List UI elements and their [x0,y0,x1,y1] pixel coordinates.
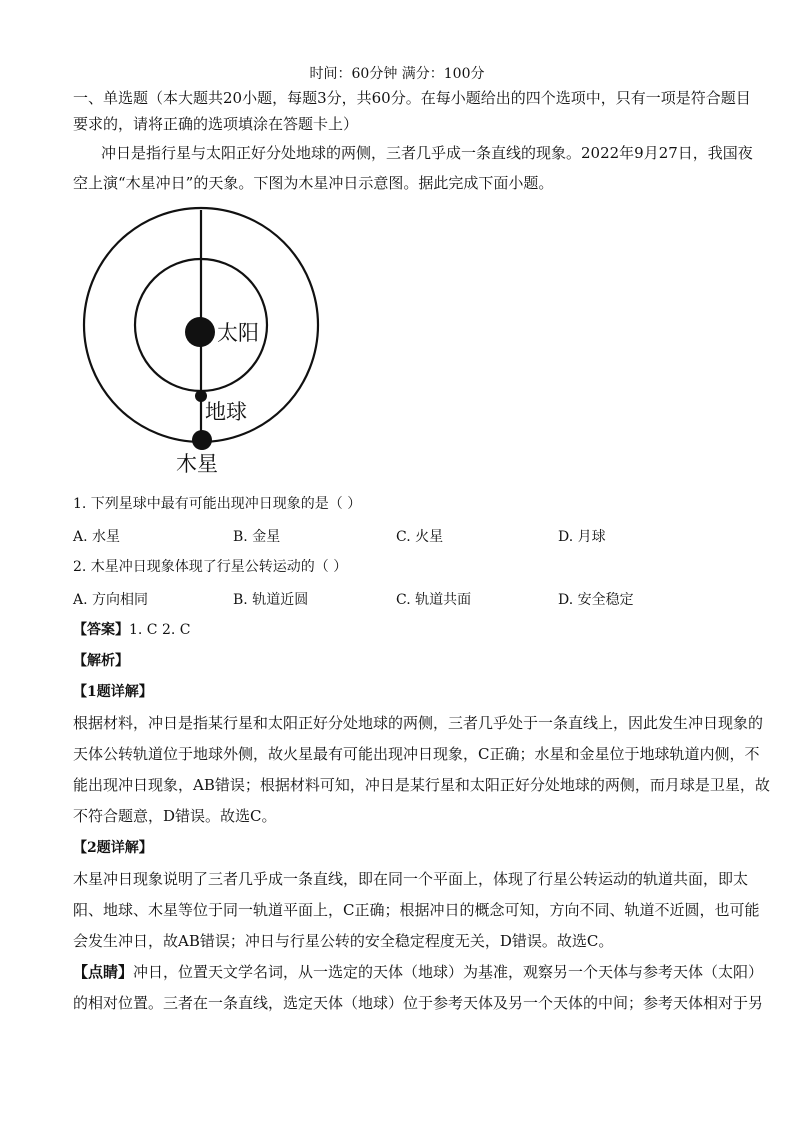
analysis-tag: 【解析】 [73,653,129,669]
passage-line2: 空上演“木星冲日”的天象。下图为木星冲日示意图。据此完成下面小题。 [73,174,554,192]
section-title-line1: 一、单选题（本大题共20小题，每题3分，共60分。在每小题给出的四个选项中，只有一项是符合题目 [73,89,751,107]
detail-1-line1: 根据材料，冲日是指某行星和太阳正好分处地球的两侧，三者几乎处于一条直线上，因此发生冲日现象的 [73,714,764,732]
jupiter-opposition-diagram [0,200,794,500]
question-1-option-b: B. 金星 [233,529,281,545]
question-2-stem: 2. 木星冲日现象体现了行星公转运动的（ ） [73,559,348,575]
detail-2-line3: 会发生冲日，故AB错误；冲日与行星公转的安全稳定程度无关，D错误。故选C。 [73,932,614,950]
answer-tag: 【答案】 [73,622,129,638]
section-title-line2: 要求的，请将正确的选项填涂在答题卡上） [73,115,359,133]
earth-label: 地球 [205,400,247,424]
question-2-option-c: C. 轨道共面 [396,592,472,608]
question-1-option-a: A. 水星 [73,529,121,545]
detail-1-line3: 能出现冲日现象，AB错误；根据材料可知，冲日是某行星和太阳正好分处地球的两侧，而月球是卫星，故 [73,776,770,794]
exam-info: 时间：60分钟 满分：100分 [309,66,485,82]
jupiter-marker [192,430,212,450]
question-1-option-c: C. 火星 [396,529,444,545]
detail-2-line1: 木星冲日现象说明了三者几乎成一条直线，即在同一个平面上，体现了行星公转运动的轨道共面，即太 [73,870,749,888]
comment-text: 冲日，位置天文学名词，从一选定的天体（地球）为基准，观察另一个天体与参考天体（太阳） [133,963,764,981]
sun-label: 太阳 [217,321,259,345]
question-1-stem: 1. 下列星球中最有可能出现冲日现象的是（ ） [73,496,362,512]
question-2-option-a: A. 方向相同 [73,592,149,608]
detail-2-tag: 【2题详解】 [73,840,153,856]
comment-tag: 【点睛】 [73,963,134,981]
detail-1-line4: 不符合题意，D错误。故选C。 [73,807,277,825]
question-2-option-d: D. 安全稳定 [558,592,634,608]
detail-1-tag: 【1题详解】 [73,684,153,700]
comment-line1 [73,962,763,982]
sun-marker [185,317,215,347]
answer-text: 1. C 2. C [129,622,191,638]
passage-line1: 冲日是指行星与太阳正好分处地球的两侧，三者几乎成一条直线的现象。2022年9月27日，我国夜 [101,144,753,162]
answer-line [73,620,191,640]
jupiter-label: 木星 [176,452,218,476]
detail-2-line2: 阳、地球、木星等位于同一轨道平面上，C正确；根据冲日的概念可知，方向不同、轨道不近圆，也可能 [73,901,760,919]
detail-1-line2: 天体公转轨道位于地球外侧，故火星最有可能出现冲日现象，C正确；水星和金星位于地球轨道内侧，不 [73,745,760,763]
question-2-option-b: B. 轨道近圆 [233,592,309,608]
question-1-option-d: D. 月球 [558,529,606,545]
comment-line2: 的相对位置。三者在一条直线，选定天体（地球）位于参考天体及另一个天体的中间；参考天体相对于另 [73,994,764,1012]
